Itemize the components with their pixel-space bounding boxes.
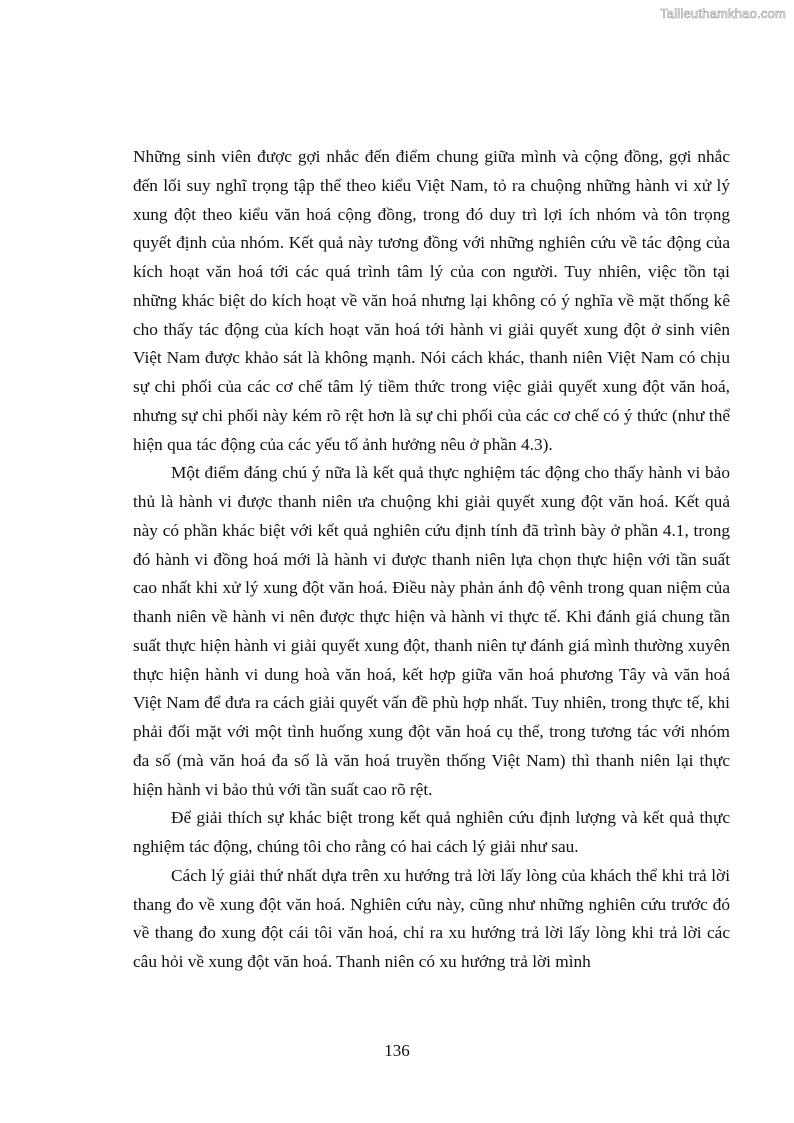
page-body <box>133 143 730 977</box>
paragraph-1: Những sinh viên được gợi nhắc đến điểm chung giữa mình và cộng đồng, gợi nhắc đến lối suy nghĩ trọng tập thể theo kiểu Việt Nam, tỏ ra chuộng những hành vi xử lý xung đột theo kiểu văn hoá cộng đồng, trong đó duy trì lợi ích nhóm và tôn trọng quyết định của nhóm. Kết quả này tương đồng với những nghiên cứu về tác động của kích hoạt văn hoá tới các quá trình tâm lý của con người. Tuy nhiên, việc tồn tại những khác biệt do kích hoạt về văn hoá nhưng lại không có ý nghĩa về mặt thống kê cho thấy tác động của kích hoạt văn hoá tới hành vi giải quyết xung đột ở sinh viên Việt Nam được khảo sát là không mạnh. Nói cách khác, thanh niên Việt Nam có chịu sự chi phối của các cơ chế tâm lý tiềm thức trong việc giải quyết xung đột văn hoá, nhưng sự chi phối này kém rõ rệt hơn là sự chi phối của các cơ chế có ý thức (như thể hiện qua tác động của các yếu tố ảnh hưởng nêu ở phần 4.3). <box>133 147 730 454</box>
paragraph-2: Một điểm đáng chú ý nữa là kết quả thực nghiệm tác động cho thấy hành vi bảo thủ là hành vi được thanh niên ưa chuộng khi giải quyết xung đột văn hoá. Kết quả này có phần khác biệt với kết quả nghiên cứu định tính đã trình bày ở phần 4.1, trong đó hành vi đồng hoá mới là hành vi được thanh niên lựa chọn thực hiện với tần suất cao nhất khi xử lý xung đột văn hoá. Điều này phản ánh độ vênh trong quan niệm của thanh niên về hành vi nên được thực hiện và hành vi thực tế. Khi đánh giá chung tần suất thực hiện hành vi giải quyết xung đột, thanh niên tự đánh giá mình thường xuyên thực hiện hành vi dung hoà văn hoá, kết hợp giữa văn hoá phương Tây và văn hoá Việt Nam để đưa ra cách giải quyết vấn đề phù hợp nhất. Tuy nhiên, trong thực tế, khi phải đối mặt với một tình huống xung đột văn hoá cụ thể, trong tương tác với nhóm đa số (mà văn hoá đa số là văn hoá truyền thống Việt Nam) thì thanh niên lại thực hiện hành vi bảo thủ với tần suất cao rõ rệt. <box>133 463 730 799</box>
paragraph-4: Cách lý giải thứ nhất dựa trên xu hướng trả lời lấy lòng của khách thể khi trả lời thang đo về xung đột văn hoá. Nghiên cứu này, cũng như những nghiên cứu trước đó về thang đo xung đột cái tôi văn hoá, chỉ ra xu hướng trả lời lấy lòng khi trả lời các câu hỏi về xung đột văn hoá. Thanh niên có xu hướng trả lời mình <box>133 865 730 971</box>
paragraph-3: Để giải thích sự khác biệt trong kết quả nghiên cứu định lượng và kết quả thực nghiệm tác động, chúng tôi cho rằng có hai cách lý giải như sau. <box>133 808 730 856</box>
watermark: Tailieuthamkhao.com <box>660 6 786 21</box>
page-number: 136 <box>384 1041 410 1060</box>
